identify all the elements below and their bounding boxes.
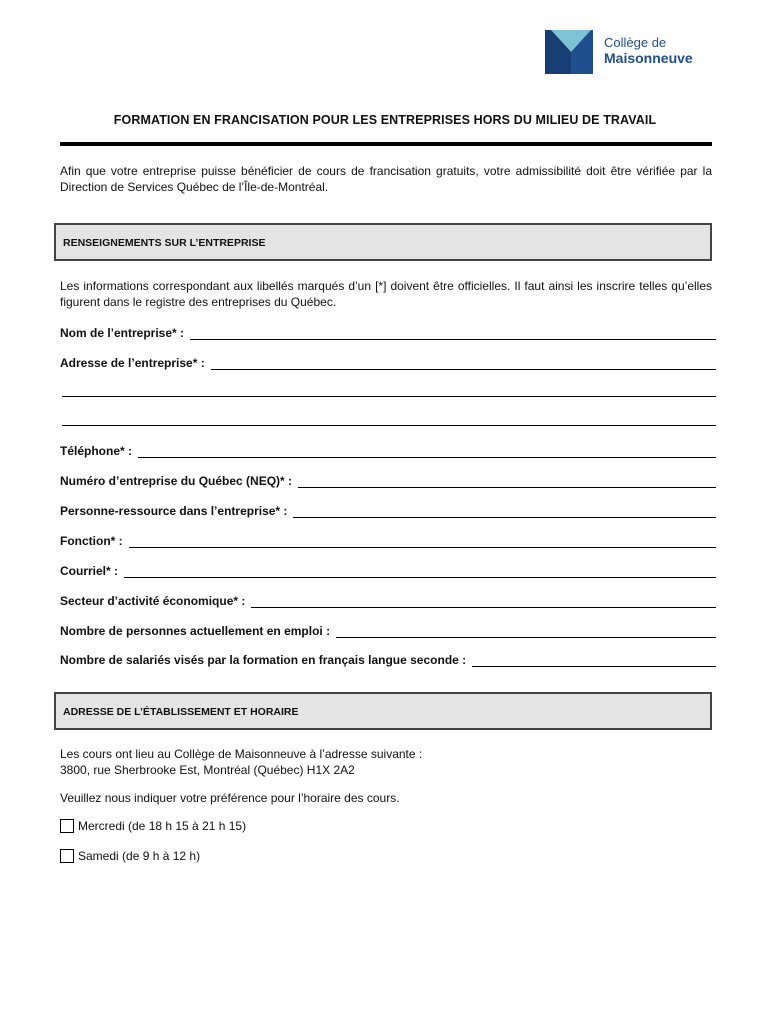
fill-line[interactable]	[472, 654, 716, 667]
section-header-horaire	[54, 692, 712, 730]
field-label: Nom de l’entreprise* :	[60, 326, 185, 340]
fill-line[interactable]	[190, 327, 716, 340]
document-title: FORMATION EN FRANCISATION POUR LES ENTREPRISES HORS DU MILIEU DE TRAVAIL	[113, 113, 657, 127]
college-logo	[545, 30, 710, 74]
fill-line[interactable]	[336, 625, 716, 638]
sector-field[interactable]	[60, 592, 716, 608]
intro-paragraph: Afin que votre entreprise puisse bénéficier de cours de francisation gratuits, votre admissibilité doit être vérifiée par la Direction de Services Québec de l’Île-de-Montréal.	[60, 164, 712, 194]
official-note: Les informations correspondant aux libellés marqués d’un [*] doivent être officielles. Il faut ainsi les inscrire telles qu’elles figurent dans le registre des entreprises du Québec.	[60, 279, 712, 309]
fill-line[interactable]	[298, 475, 716, 488]
fill-line[interactable]	[124, 565, 716, 578]
checkbox-wednesday[interactable]	[60, 819, 74, 833]
option-label: Samedi (de 9 h à 12 h)	[78, 849, 201, 863]
field-label: Téléphone* :	[60, 444, 133, 458]
address-line2: 3800, rue Sherbrooke Est, Montréal (Québec) H1X 2A2	[60, 763, 355, 777]
trainees-count-field[interactable]	[60, 651, 716, 667]
logo-line1: Collège de	[604, 35, 667, 50]
field-label: Fonction* :	[60, 534, 123, 548]
fill-line[interactable]	[251, 595, 716, 608]
fill-line[interactable]	[293, 505, 716, 518]
field-label: Nombre de salariés visés par la formation en français langue seconde :	[60, 653, 467, 667]
company-address-field[interactable]	[60, 354, 716, 370]
email-field[interactable]	[60, 562, 716, 578]
telephone-field[interactable]	[60, 442, 716, 458]
contact-person-field[interactable]	[60, 502, 716, 518]
address-line-2[interactable]	[62, 396, 716, 397]
fill-line[interactable]	[129, 535, 716, 548]
address-line-3[interactable]	[62, 425, 716, 426]
fill-line[interactable]	[138, 445, 716, 458]
logo-line2: Maisonneuve	[604, 50, 693, 66]
employees-count-field[interactable]	[60, 622, 716, 638]
function-field[interactable]	[60, 532, 716, 548]
field-label: Courriel* :	[60, 564, 119, 578]
company-name-field[interactable]	[60, 324, 716, 340]
section-title: RENSEIGNEMENTS SUR L’ENTREPRISE	[63, 237, 266, 249]
section-title: ADRESSE DE L’ÉTABLISSEMENT ET HORAIRE	[63, 706, 299, 718]
logo-mark-icon	[545, 30, 593, 74]
fill-line[interactable]	[211, 357, 716, 370]
title-rule	[60, 142, 712, 146]
field-label: Nombre de personnes actuellement en emploi :	[60, 624, 331, 638]
option-saturday[interactable]	[60, 849, 200, 863]
field-label: Numéro d’entreprise du Québec (NEQ)* :	[60, 474, 293, 488]
neq-field[interactable]	[60, 472, 716, 488]
option-wednesday[interactable]	[60, 819, 246, 833]
field-label: Adresse de l’entreprise* :	[60, 356, 205, 370]
field-label: Secteur d’activité économique* :	[60, 594, 246, 608]
section-header-entreprise	[54, 223, 712, 261]
field-label: Personne-ressource dans l’entreprise* :	[60, 504, 288, 518]
schedule-prompt: Veuillez nous indiquer votre préférence pour l’horaire des cours.	[60, 791, 400, 805]
option-label: Mercredi (de 18 h 15 à 21 h 15)	[78, 819, 247, 833]
checkbox-saturday[interactable]	[60, 849, 74, 863]
address-line1: Les cours ont lieu au Collège de Maisonneuve à l’adresse suivante :	[60, 747, 423, 761]
